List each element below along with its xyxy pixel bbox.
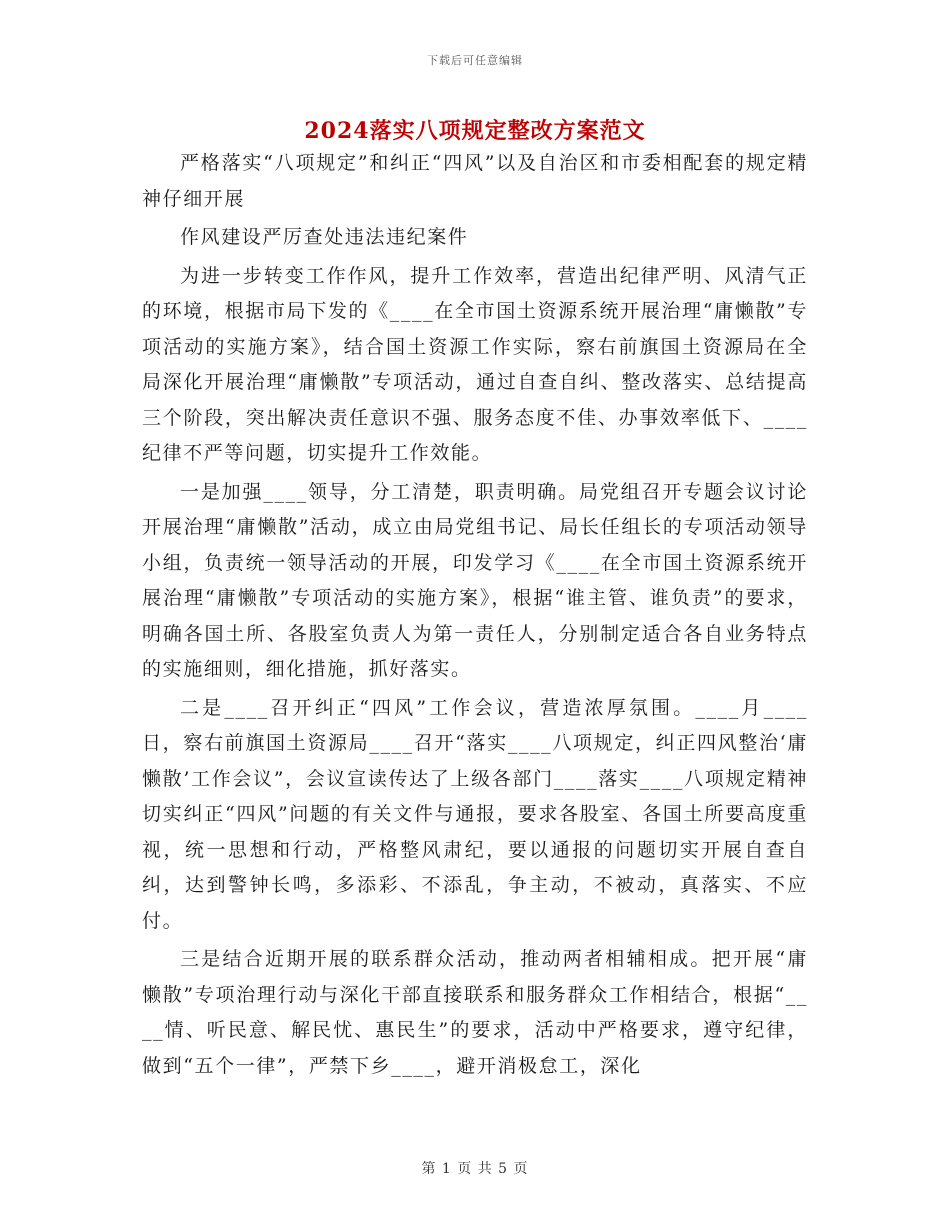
paragraph: 严格落实“八项规定”和纠正“四风”以及自治区和市委相配套的规定精神仔细开展 <box>142 152 808 210</box>
document-body <box>142 146 808 1087</box>
paragraph: 作风建设严厉查处违法违纪案件 <box>180 226 469 248</box>
paragraph: 为进一步转变工作作风，提升工作效率，营造出纪律严明、风清气正的环境，根据市局下发的《____在全市国土资源系统开展治理“庸懒散”专项活动的实施方案》，结合国土资源工作实际，察右前旗国土资源局在全局深化开展治理“庸懒散”专项活动，通过自查自纠、整改落实、总结提高三个阶段，突出解决责任意识不强、服务态度不佳、办事效率低下、____纪律不严等问题，切实提升工作效能。 <box>142 264 808 464</box>
paragraph: 一是加强____领导，分工清楚，职责明确。局党组召开专题会议讨论开展治理“庸懒散”活动，成立由局党组书记、局长任组长的专项活动领导小组，负责统一领导活动的开展，印发学习《____在全市国土资源系统开展治理“庸懒散”专项活动的实施方案》，根据“谁主管、谁负责”的要求，明确各国土所、各股室负责人为第一责任人，分别制定适合各自业务特点的实施细则，细化措施，抓好落实。 <box>142 480 808 680</box>
paragraph: 二是____召开纠正“四风”工作会议，营造浓厚氛围。____月____日，察右前旗国土资源局____召开“落实____八项规定，纠正四风整治‘庸懒散’工作会议”，会议宣读传达了上级各部门____落实____八项规定精神切实纠正“四风”问题的有关文件与通报，要求各股室、各国土所要高度重视，统一思想和行动，严格整风肃纪，要以通报的问题切实开展自查自纠，达到警钟长鸣，多添彩、不添乱，争主动，不被动，真落实、不应付。 <box>142 696 808 932</box>
page-number: 第 1 页 共 5 页 <box>421 1161 529 1177</box>
paragraph: 三是结合近期开展的联系群众活动，推动两者相辅相成。把开展“庸懒散”专项治理行动与深化干部直接联系和服务群众工作相结合，根据“____情、听民意、解民忧、惠民生”的要求，活动中严格要求，遵守纪律，做到“五个一律”，严禁下乡____，避开消极怠工，深化 <box>142 948 808 1077</box>
document-title: 2024落实八项规定整改方案范文 <box>304 118 646 144</box>
header-note: 下载后可任意编辑 <box>427 54 523 67</box>
